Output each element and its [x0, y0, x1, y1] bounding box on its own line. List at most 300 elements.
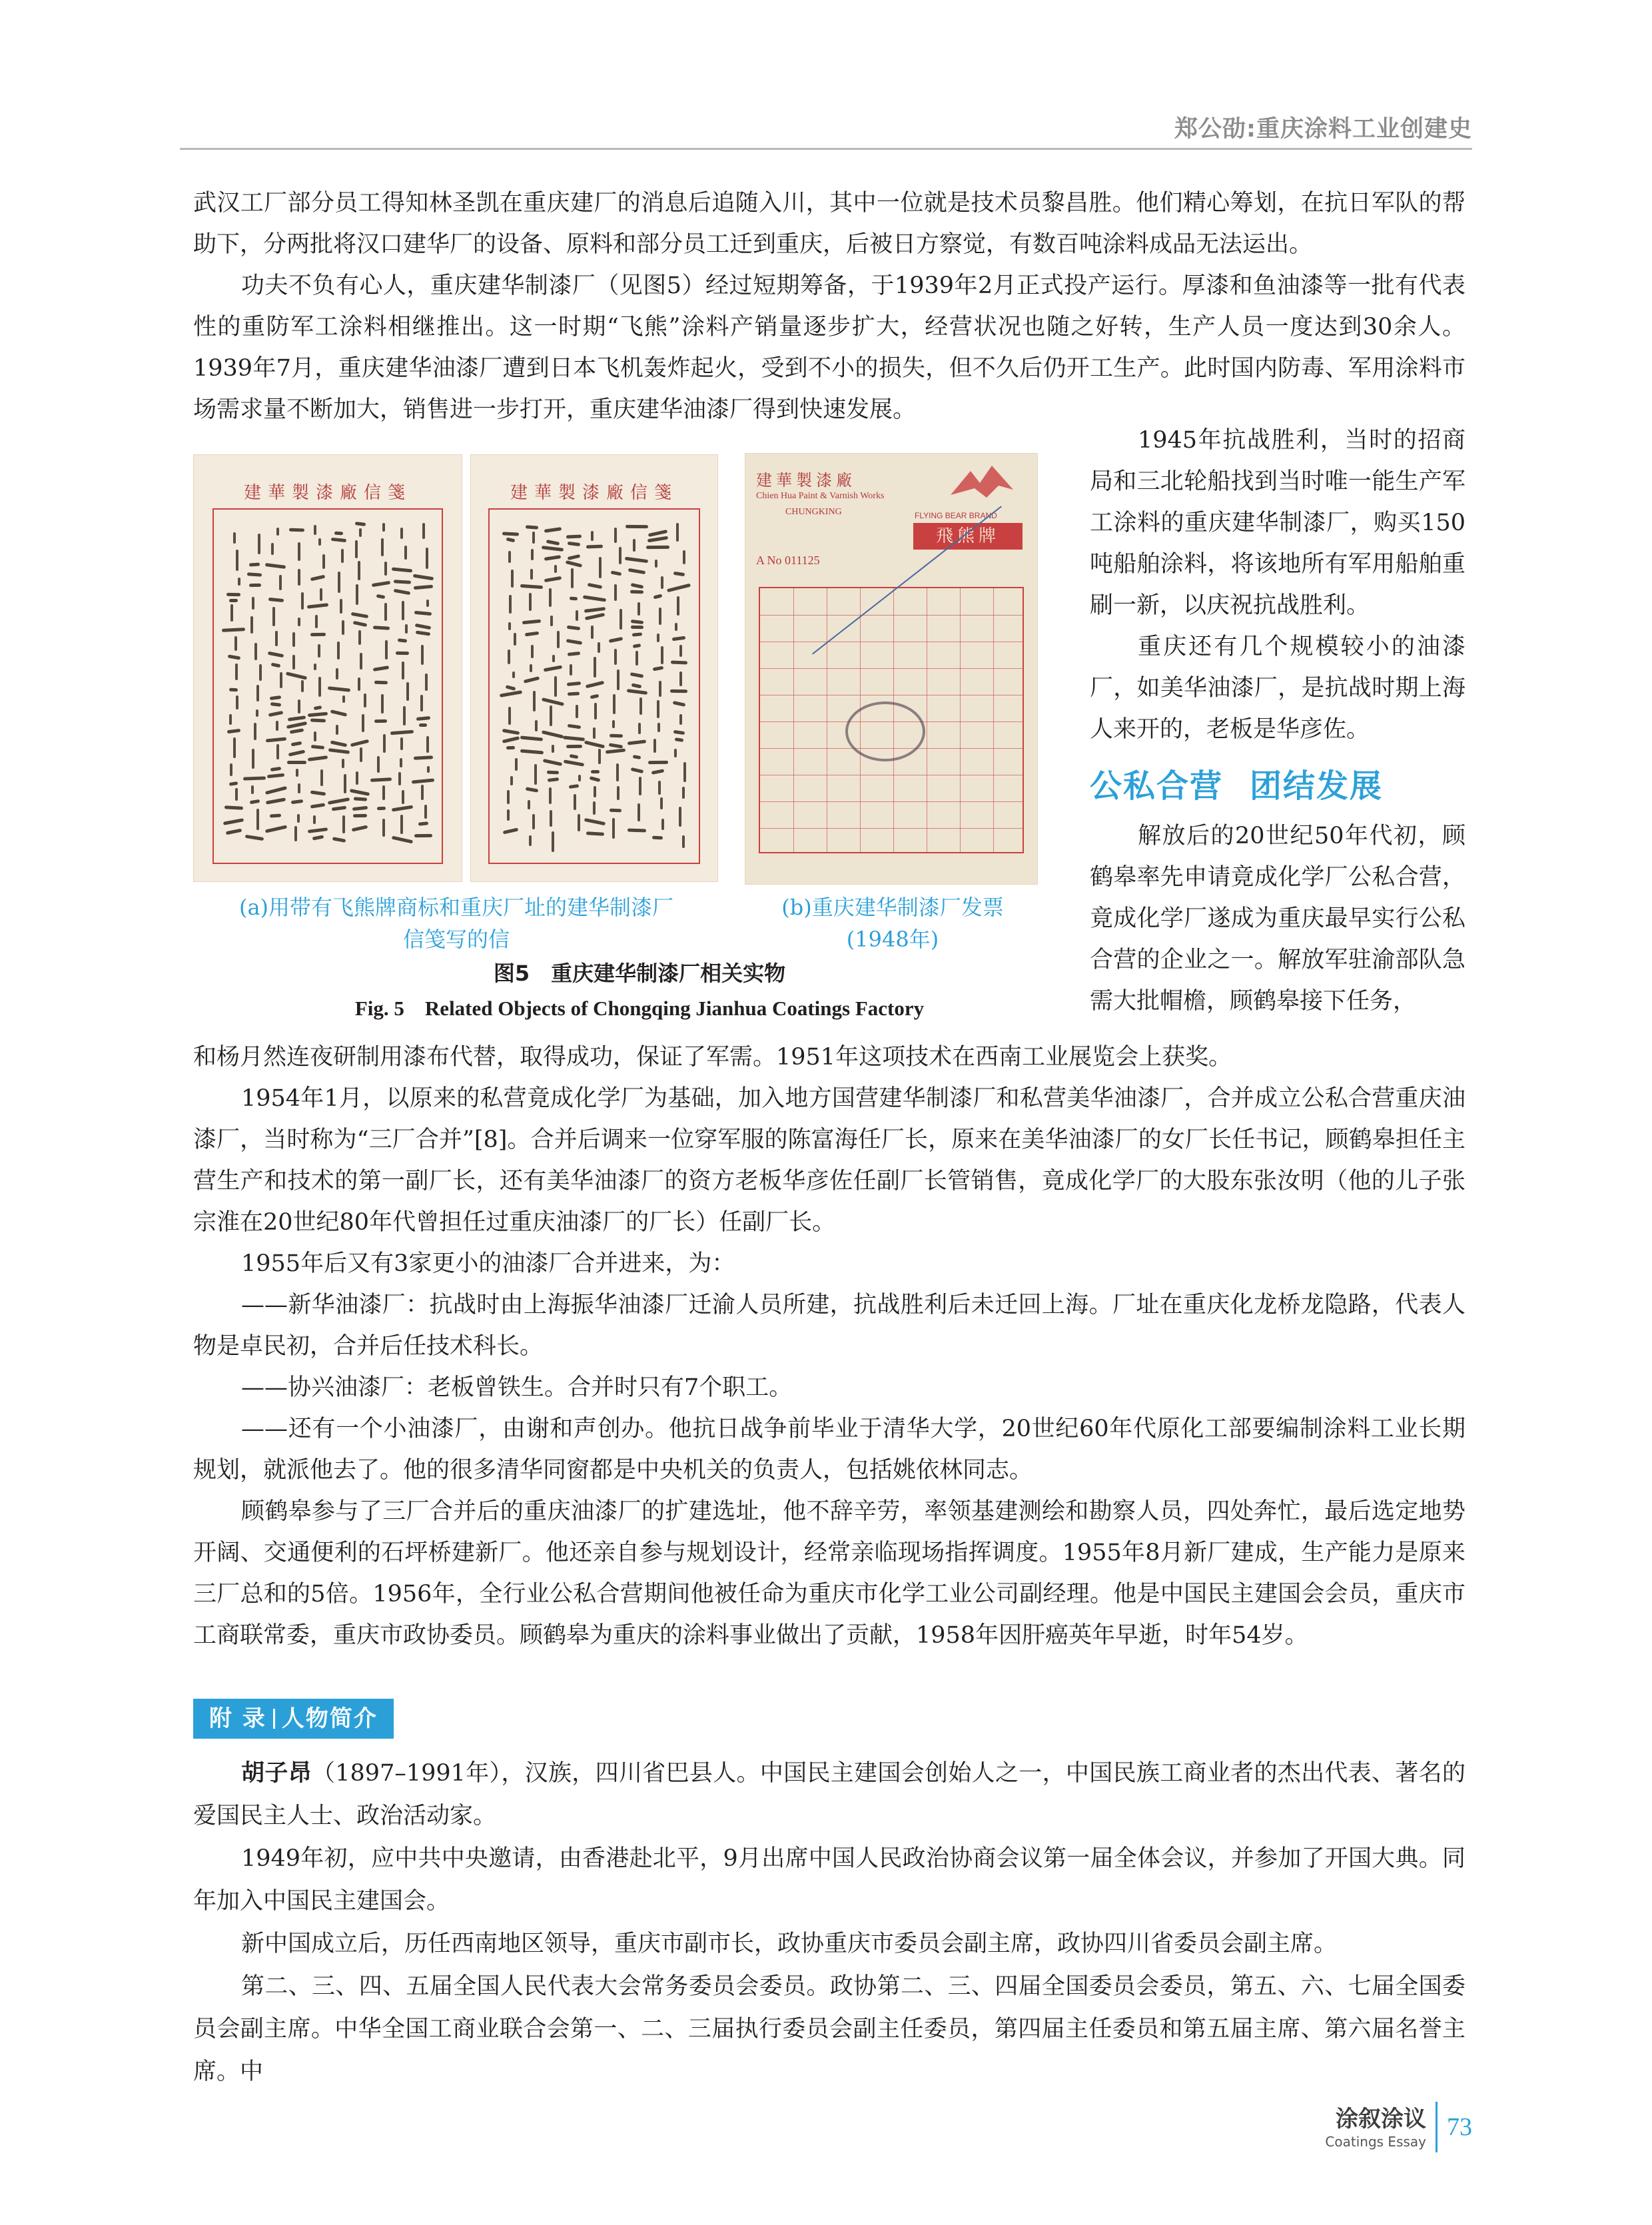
handwriting-stroke [653, 739, 656, 753]
handwriting-stroke [590, 776, 600, 782]
handwriting-stroke [331, 538, 346, 542]
invoice-stamp [845, 701, 925, 761]
handwriting-stroke [520, 584, 543, 589]
handwriting-stroke [312, 835, 324, 840]
handwriting-stroke [554, 676, 557, 697]
handwriting-stroke [593, 801, 596, 815]
paragraph: 第二、三、四、五届全国人民代表大会常务委员会委员。政协第二、三、四届全国委员会委员，第五、六、七届全国委员会副主席。中华全国工商业联合会第一、二、三届执行委员会副主任委员，第四届主任委员和第五届主席、第六届名誉主席。中 [193, 1973, 1465, 2085]
handwriting-stroke [342, 815, 345, 833]
handwriting-stroke [294, 826, 297, 841]
handwriting-stroke [647, 536, 668, 543]
handwriting-stroke [506, 685, 516, 691]
handwriting-stroke [328, 748, 350, 754]
handwriting-stroke [286, 671, 308, 679]
handwriting-stroke [591, 531, 594, 542]
handwriting-stroke [413, 755, 432, 759]
handwriting-stroke [585, 613, 606, 620]
journal-name: 涂叙涂议 [1336, 2106, 1426, 2132]
handwriting-stroke [310, 790, 326, 795]
divider [1436, 2102, 1438, 2152]
handwriting-stroke [658, 781, 661, 795]
handwriting-stroke [315, 615, 318, 628]
handwriting-stroke [609, 637, 623, 643]
handwriting-stroke [660, 797, 663, 809]
handwriting-stroke [235, 788, 238, 801]
letter-header: 建華製漆廠信箋 [243, 483, 412, 503]
handwriting-stroke [276, 744, 279, 759]
handwriting-stroke [341, 549, 344, 563]
appendix-text-block [193, 1752, 1465, 2093]
handwriting-stroke [544, 665, 563, 671]
top-text-block [193, 183, 1465, 430]
handwriting-stroke [586, 545, 604, 549]
handwriting-stroke [675, 623, 677, 630]
paragraph: 重庆还有几个规模较小的油漆厂，如美华油漆厂，是抗战时期上海人来开的，老板是华彦佐。 [1090, 634, 1465, 743]
handwriting-stroke [292, 632, 295, 647]
handwriting-stroke [416, 630, 430, 636]
handwriting-stroke [546, 540, 560, 546]
handwriting-stroke [385, 640, 388, 660]
handwriting-stroke [400, 737, 403, 750]
handwriting-stroke [254, 643, 257, 660]
handwriting-stroke [609, 743, 623, 748]
handwriting-stroke [567, 625, 581, 630]
handwriting-stroke [533, 691, 536, 711]
handwriting-stroke [578, 814, 580, 831]
handwriting-stroke [360, 653, 362, 669]
handwriting-stroke [584, 740, 605, 748]
handwriting-stroke [627, 740, 646, 745]
handwriting-stroke [374, 681, 388, 685]
handwriting-stroke [236, 550, 238, 571]
handwriting-stroke [289, 528, 304, 532]
handwriting-stroke [571, 568, 574, 588]
handwriting-stroke [633, 644, 641, 648]
handwriting-stroke [576, 705, 578, 719]
handwriting-stroke [534, 764, 537, 784]
handwriting-stroke [318, 644, 320, 658]
handwriting-stroke [264, 785, 286, 794]
handwriting-stroke [266, 798, 286, 805]
handwriting-stroke [620, 609, 622, 630]
paragraph: 和杨月然连夜研制用漆布代替，取得成功，保证了军需。1951年这项技术在西南工业展览会上获奖。 [193, 1044, 1232, 1071]
handwriting-stroke [525, 525, 538, 529]
handwriting-stroke [612, 818, 615, 839]
handwriting-stroke [653, 594, 663, 600]
handwriting-stroke [661, 819, 664, 830]
handwriting-stroke [552, 831, 554, 852]
handwriting-stroke [350, 739, 369, 747]
handwriting-stroke [524, 631, 539, 636]
handwriting-stroke [503, 828, 518, 835]
handwriting-stroke [402, 662, 404, 679]
handwriting-stroke [426, 736, 429, 753]
handwriting-stroke [568, 652, 580, 656]
handwriting-stroke [542, 730, 564, 739]
handwriting-stroke [359, 528, 362, 537]
handwriting-stroke [352, 806, 368, 811]
handwriting-stroke [403, 706, 406, 725]
handwriting-stroke [355, 540, 358, 558]
handwriting-stroke [384, 562, 387, 576]
handwriting-stroke [511, 570, 514, 588]
handwriting-stroke [675, 738, 683, 743]
handwriting-stroke [509, 595, 512, 614]
handwriting-stroke [425, 673, 428, 691]
handwriting-stroke [500, 690, 522, 697]
handwriting-stroke [682, 787, 685, 799]
handwriting-stroke [383, 734, 386, 752]
handwriting-stroke [243, 776, 266, 780]
handwriting-stroke [683, 762, 686, 782]
handwriting-stroke [566, 745, 582, 748]
handwriting-stroke [308, 755, 328, 761]
handwriting-stroke [270, 702, 282, 707]
handwriting-stroke [374, 719, 387, 723]
handwriting-stroke [673, 729, 685, 734]
handwriting-stroke [532, 532, 535, 544]
handwriting-stroke [404, 546, 407, 560]
handwriting-stroke [630, 583, 643, 589]
handwriting-stroke [279, 575, 282, 591]
handwriting-stroke [320, 769, 323, 786]
handwriting-stroke [426, 548, 428, 569]
handwriting-stroke [414, 585, 433, 590]
handwriting-stroke [574, 794, 576, 810]
handwriting-stroke [233, 737, 236, 758]
handwriting-stroke [426, 600, 429, 607]
handwriting-stroke [342, 695, 345, 703]
handwriting-stroke [270, 766, 281, 771]
handwriting-stroke [360, 747, 362, 762]
handwriting-stroke [402, 601, 404, 620]
paragraph: ——新华油漆厂：抗战时由上海振华油漆厂迁渝人员所建，抗战胜利后未迁回上海。厂址在重庆化龙桥龙隐路，代表人物是卓民初，合并后任技术科长。 [193, 1292, 1465, 1360]
handwriting-stroke [301, 680, 304, 692]
invoice-brand-stamp: 飛熊牌 [913, 523, 1023, 550]
handwriting-stroke [502, 736, 520, 743]
handwriting-stroke [566, 560, 582, 568]
handwriting-stroke [567, 681, 581, 686]
handwriting-stroke [249, 562, 260, 566]
handwriting-stroke [427, 766, 430, 773]
handwriting-stroke [547, 777, 558, 782]
handwriting-stroke [639, 777, 641, 795]
handwriting-stroke [318, 677, 321, 697]
divider [273, 1709, 275, 1729]
handwriting-stroke [354, 522, 365, 526]
handwriting-stroke [576, 610, 578, 621]
handwriting-stroke [637, 602, 640, 615]
section-title: 公私合营 团结发展 [1090, 767, 1384, 805]
handwriting-stroke [252, 597, 254, 610]
handwriting-stroke [271, 543, 274, 555]
handwriting-stroke [270, 814, 282, 818]
handwriting-stroke [314, 731, 316, 741]
handwriting-stroke [393, 580, 410, 585]
handwriting-stroke [617, 669, 620, 690]
invoice-city: CHUNGKING [785, 507, 842, 517]
handwriting-stroke [245, 835, 264, 841]
handwriting-stroke [568, 554, 580, 560]
handwriting-stroke [568, 542, 581, 546]
handwriting-stroke [568, 691, 580, 695]
handwriting-stroke [420, 695, 423, 712]
handwriting-stroke [652, 666, 663, 671]
handwriting-stroke [230, 604, 233, 622]
handwriting-stroke [275, 631, 278, 646]
handwriting-stroke [222, 628, 245, 632]
handwriting-stroke [342, 759, 344, 768]
handwriting-stroke [570, 754, 578, 759]
handwriting-stroke [376, 807, 385, 811]
handwriting-stroke [336, 668, 338, 679]
handwriting-stroke [381, 694, 384, 713]
handwriting-stroke [372, 581, 391, 588]
handwriting-stroke [564, 759, 584, 766]
handwriting-stroke [298, 699, 300, 713]
handwriting-stroke [594, 703, 597, 719]
handwriting-stroke [594, 786, 596, 798]
handwriting-stroke [414, 834, 432, 837]
handwriting-stroke [508, 622, 511, 630]
handwriting-stroke [340, 599, 342, 614]
handwriting-stroke [422, 523, 425, 539]
handwriting-stroke [661, 646, 663, 664]
letter-photo-2 [470, 454, 718, 882]
handwriting-stroke [352, 825, 368, 831]
handwriting-stroke [297, 814, 300, 823]
handwriting-stroke [610, 570, 621, 576]
handwriting-stroke [254, 723, 256, 740]
handwriting-stroke [590, 694, 600, 699]
handwriting-stroke [310, 575, 326, 582]
invoice-brand: FLYING BEAR BRAND [915, 511, 997, 520]
handwriting-stroke [248, 583, 260, 586]
handwriting-stroke [344, 774, 346, 794]
invoice-grid-col-line [993, 588, 994, 852]
handwriting-stroke [418, 822, 428, 826]
handwriting-stroke [290, 728, 304, 733]
handwriting-stroke [290, 799, 303, 804]
handwriting-stroke [229, 599, 238, 602]
handwriting-stroke [531, 549, 534, 560]
handwriting-stroke [392, 568, 413, 573]
handwriting-stroke [421, 645, 424, 665]
handwriting-stroke [598, 642, 600, 653]
handwriting-stroke [310, 633, 326, 636]
handwriting-stroke [424, 805, 427, 818]
handwriting-stroke [397, 638, 407, 643]
handwriting-stroke [526, 787, 538, 793]
handwriting-stroke [614, 649, 617, 665]
handwriting-stroke [353, 814, 367, 817]
handwriting-stroke [591, 626, 594, 639]
handwriting-stroke [566, 639, 582, 645]
paragraph: 1955年后又有3家更小的油漆厂合并进来，为： [241, 1250, 735, 1277]
handwriting-stroke [661, 576, 663, 590]
header-rule [180, 148, 1472, 150]
handwriting-stroke [298, 783, 300, 793]
running-title: 郑公劭:重庆涂料工业创建史 [1174, 116, 1472, 143]
handwriting-stroke [310, 719, 326, 723]
handwriting-stroke [342, 620, 344, 635]
handwriting-stroke [651, 769, 665, 775]
paragraph: 1954年1月，以原来的私营竟成化学厂为基础，加入地方国营建华制漆厂和私营美华油漆厂，合并成立公私合营重庆油漆厂，当时称为“三厂合并”[8]。合并后调来一位穿军服的陈富海任厂长，原来在美华油漆厂的女厂长任书记，顾鹤皋担任主营生产和技术的第一副厂长，还有美华油漆厂的资方老板华彦佐任副厂长管销售，竟成化学厂的大股东张汝明（他的儿子张宗淮在20世纪80年代曾担任过重庆油漆厂的厂长）任副厂长。 [193, 1085, 1465, 1236]
handwriting-stroke [400, 758, 402, 767]
handwriting-stroke [307, 604, 329, 609]
handwriting-stroke [588, 583, 603, 589]
handwriting-stroke [415, 624, 431, 630]
handwriting-stroke [288, 715, 306, 721]
handwriting-stroke [625, 525, 648, 528]
handwriting-stroke [406, 682, 409, 701]
invoice-number: A No 011125 [756, 554, 820, 567]
invoice-grid-col-line [793, 588, 794, 852]
handwriting-stroke [314, 664, 316, 670]
handwriting-stroke [672, 701, 685, 707]
handwriting-stroke [612, 720, 615, 728]
handwriting-stroke [657, 700, 659, 718]
handwriting-stroke [657, 723, 660, 731]
handwriting-stroke [610, 809, 622, 813]
handwriting-stroke [226, 729, 240, 734]
invoice-english-name: Chien Hua Paint & Varnish Works [756, 491, 885, 501]
handwriting-stroke [338, 572, 340, 593]
main-text-block [193, 1037, 1465, 1656]
handwriting-stroke [625, 557, 649, 564]
handwriting-stroke [524, 676, 540, 683]
handwriting-stroke [614, 528, 617, 543]
handwriting-stroke [507, 809, 510, 821]
handwriting-stroke [630, 767, 643, 773]
person-name: 胡子昂 [241, 1759, 312, 1787]
handwriting-stroke [258, 534, 260, 554]
handwriting-stroke [683, 550, 685, 564]
handwriting-stroke [421, 785, 424, 800]
handwriting-stroke [276, 528, 279, 536]
handwriting-stroke [412, 574, 434, 581]
handwriting-stroke [382, 785, 385, 800]
handwriting-stroke [567, 724, 580, 729]
handwriting-stroke [229, 781, 238, 786]
handwriting-stroke [276, 721, 278, 730]
handwriting-stroke [563, 735, 585, 741]
handwriting-stroke [381, 538, 384, 556]
handwriting-stroke [400, 528, 403, 538]
handwriting-stroke [528, 800, 530, 809]
handwriting-stroke [673, 571, 685, 576]
handwriting-stroke [358, 677, 360, 690]
handwriting-stroke [313, 815, 316, 824]
handwriting-stroke [223, 818, 244, 825]
handwriting-stroke [532, 814, 535, 829]
handwriting-stroke [679, 807, 681, 827]
handwriting-stroke [287, 761, 306, 764]
handwriting-stroke [382, 523, 385, 532]
invoice-grid-row-line [760, 828, 1023, 829]
handwriting-stroke [292, 655, 295, 669]
handwriting-stroke [655, 560, 657, 568]
handwriting-stroke [626, 689, 647, 695]
invoice-grid-row-line [760, 615, 1023, 616]
paragraph: 1949年初，应中共中央邀请，由香港赴北平，9月出席中国人民政治协商会议第一届全体会议，并参加了开国大典。同年加入中国民主建国会。 [193, 1845, 1465, 1915]
handwriting-stroke [256, 809, 259, 829]
handwriting-stroke [314, 525, 316, 535]
handwriting-stroke [251, 785, 254, 795]
handwriting-stroke [584, 818, 606, 825]
handwriting-stroke [550, 810, 552, 827]
handwriting-stroke [271, 662, 281, 668]
handwriting-stroke [332, 837, 346, 843]
paragraph: 新中国成立后，历任西南地区领导，重庆市副市长，政协重庆市委员会副主席，政协四川省委员会副主席。 [241, 1931, 1338, 1957]
handwriting-stroke [229, 714, 232, 725]
handwriting-stroke [322, 554, 325, 569]
paragraph: ——协兴油漆厂：老板曾铁生。合并时只有7个职工。 [241, 1374, 793, 1401]
handwriting-stroke [362, 714, 364, 732]
handwriting-stroke [400, 815, 403, 835]
handwriting-stroke [638, 723, 641, 735]
handwriting-stroke [405, 624, 408, 634]
handwriting-stroke [398, 772, 401, 785]
handwriting-stroke [514, 633, 516, 646]
handwriting-stroke [308, 711, 328, 717]
handwriting-stroke [542, 546, 564, 552]
handwriting-stroke [270, 695, 282, 700]
handwriting-stroke [298, 542, 300, 561]
handwriting-stroke [510, 776, 513, 785]
handwriting-stroke [288, 750, 306, 757]
handwriting-stroke [414, 610, 432, 615]
caption-a: (a)用带有飞熊牌商标和重庆厂址的建华制漆厂 信笺写的信 [238, 895, 674, 952]
handwriting-stroke [328, 797, 350, 805]
handwriting-stroke [238, 578, 240, 586]
handwriting-stroke [617, 786, 620, 800]
handwriting-stroke [250, 799, 260, 805]
handwriting-stroke [594, 657, 596, 677]
handwriting-stroke [544, 527, 562, 533]
handwriting-stroke [391, 805, 413, 812]
handwriting-stroke [530, 664, 532, 673]
handwriting-stroke [265, 737, 286, 743]
handwriting-stroke [412, 778, 434, 783]
handwriting-stroke [264, 825, 286, 833]
paragraph: 胡子昂（1897–1991年），汉族，四川省巴县人。中国民主建国会创始人之一，中国民族工商业者的杰出代表、著名的爱国民主人士、政治活动家。 [193, 1759, 1465, 1829]
handwriting-stroke [614, 584, 617, 601]
paragraph: 功夫不负有心人，重庆建华制漆厂（见图5）经过短期筹备，于1939年2月正式投产运行。厚漆和鱼油漆等一批有代表性的重防军工涂料相继推出。这一时期“飞熊”涂料产销量逐步扩大，经营状况也随之好转，生产人员一度达到30余人。1939年7月，重庆建华油漆厂遭到日本飞机轰炸起火，受到不小的损失，但不久后仍开工生产。此时国内防毒、军用涂料市场需求量不断加大，销售进一步打开，重庆建华油漆厂得到快速发展。 [193, 272, 1465, 423]
handwriting-stroke [667, 584, 691, 593]
handwriting-stroke [586, 831, 604, 836]
handwriting-stroke [318, 538, 321, 546]
handwriting-stroke [256, 709, 258, 717]
handwriting-stroke [229, 688, 238, 692]
handwriting-stroke [298, 569, 300, 586]
handwriting-stroke [311, 745, 325, 749]
handwriting-stroke [552, 745, 554, 752]
handwriting-stroke [652, 835, 663, 839]
handwriting-stroke [377, 756, 380, 773]
handwriting-stroke [416, 716, 430, 721]
handwriting-stroke [236, 695, 238, 709]
handwriting-stroke [552, 655, 555, 662]
handwriting-stroke [370, 777, 392, 782]
appendix-tag: 附 录 人物简介 [193, 1699, 394, 1739]
handwriting-stroke [250, 616, 253, 634]
handwriting-stroke [233, 532, 236, 544]
handwriting-stroke [256, 685, 259, 701]
handwriting-stroke [358, 630, 361, 645]
handwriting-stroke [610, 733, 623, 737]
handwriting-stroke [356, 771, 358, 785]
